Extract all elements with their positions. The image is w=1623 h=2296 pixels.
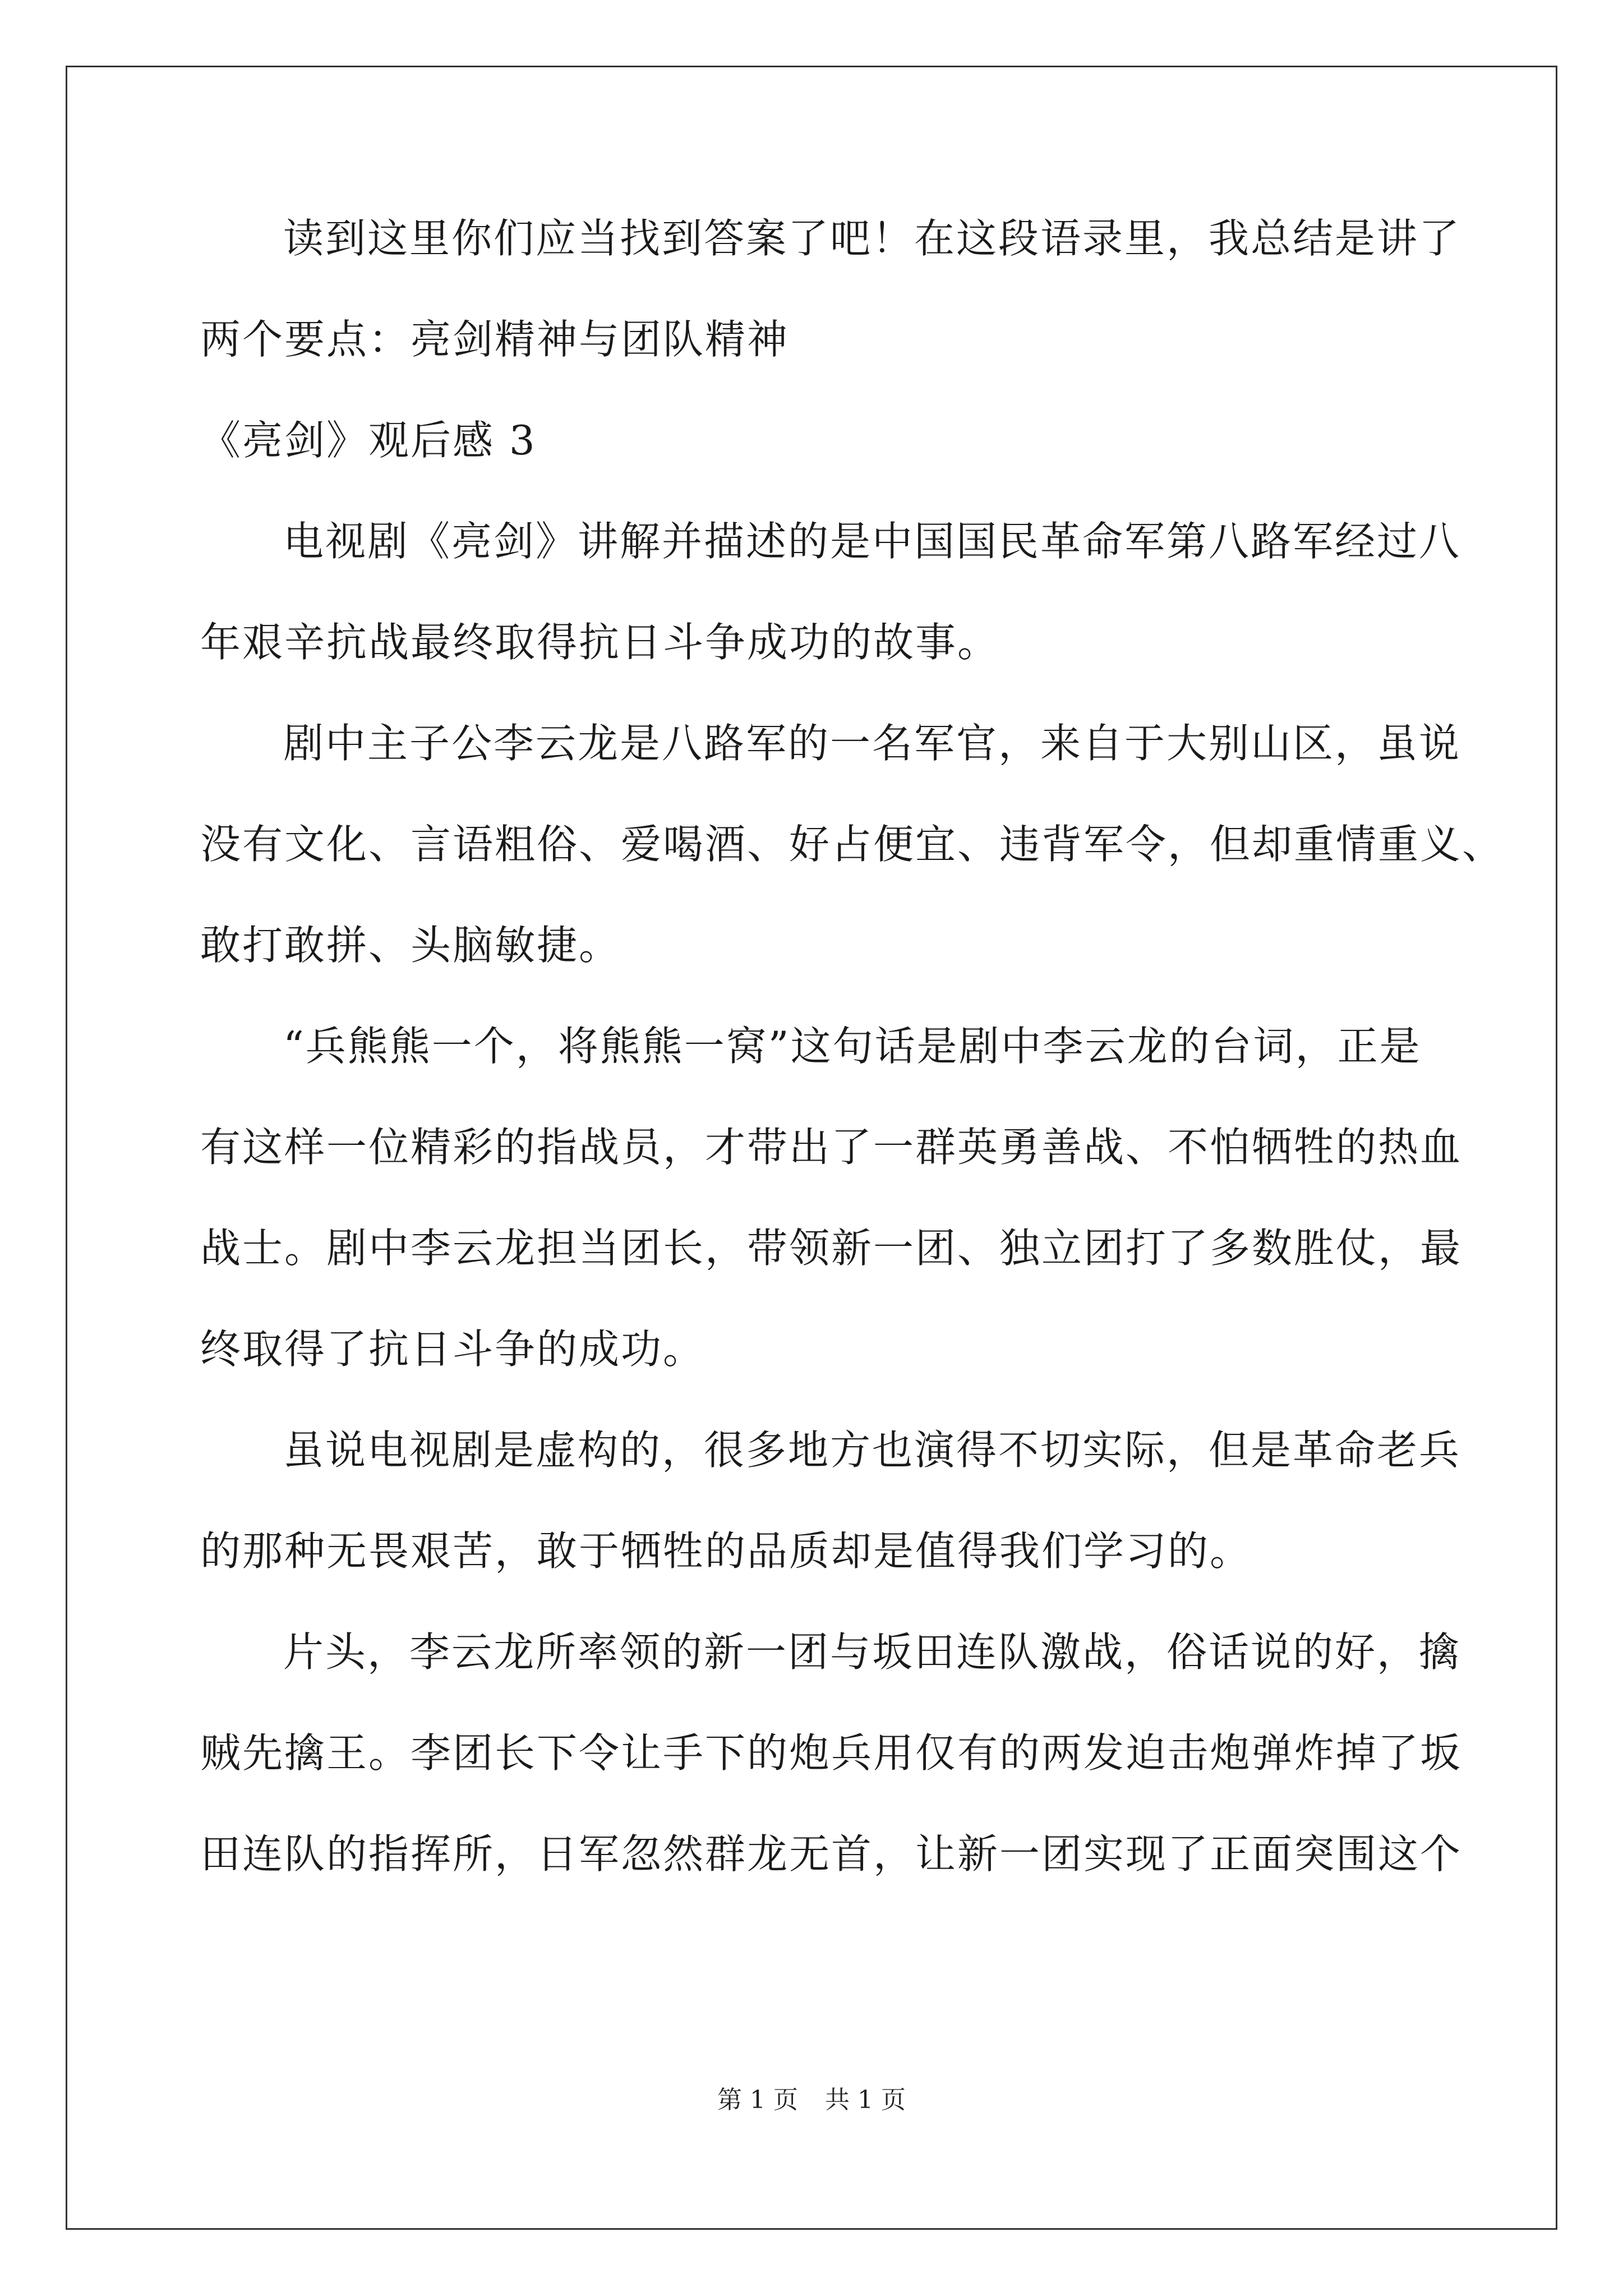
text-line: 敢打敢拼、头脑敏捷。 [200, 922, 621, 969]
document-body [200, 213, 1505, 1930]
text-line: 贼先擒王。李团长下令让手下的炮兵用仅有的两发迫击炮弹炸掉了坂 [200, 1729, 1463, 1777]
page-footer [0, 2085, 1623, 2116]
text-line: 终取得了抗日斗争的成功。 [200, 1326, 706, 1373]
page-number: 第 1 页 [717, 2086, 798, 2114]
section-heading: 《亮剑》观后感 3 [200, 417, 537, 464]
text-line: 的那种无畏艰苦，敢于牺牲的品质却是值得我们学习的。 [200, 1527, 1252, 1575]
text-line: “兵熊熊一个，将熊熊一窝”这句话是剧中李云龙的台词，正是 [283, 1023, 1422, 1070]
text-line: 田连队的指挥所，日军忽然群龙无首，让新一团实现了正面突围这个 [200, 1830, 1463, 1878]
page-total: 共 1 页 [825, 2086, 906, 2114]
text-line: 剧中主子公李云龙是八路军的一名军官，来自于大别山区，虽说 [283, 720, 1461, 767]
text-line: 虽说电视剧是虚构的，很多地方也演得不切实际，但是革命老兵 [283, 1427, 1461, 1474]
text-line: 读到这里你们应当找到答案了吧！在这段语录里，我总结是讲了 [283, 215, 1461, 262]
text-line: 没有文化、言语粗俗、爱喝酒、好占便宜、违背军令，但却重情重义、 [200, 821, 1505, 868]
text-line: 有这样一位精彩的指战员，才带出了一群英勇善战、不怕牺牲的热血 [200, 1124, 1463, 1171]
text-line: 电视剧《亮剑》讲解并描述的是中国国民革命军第八路军经过八 [283, 518, 1461, 565]
text-line: 年艰辛抗战最终取得抗日斗争成功的故事。 [200, 619, 1000, 666]
text-line: 片头，李云龙所率领的新一团与坂田连队激战，俗话说的好，擒 [283, 1628, 1461, 1676]
text-line: 两个要点：亮剑精神与团队精神 [200, 316, 790, 363]
text-line: 战士。剧中李云龙担当团长，带领新一团、独立团打了多数胜仗，最 [200, 1225, 1463, 1272]
